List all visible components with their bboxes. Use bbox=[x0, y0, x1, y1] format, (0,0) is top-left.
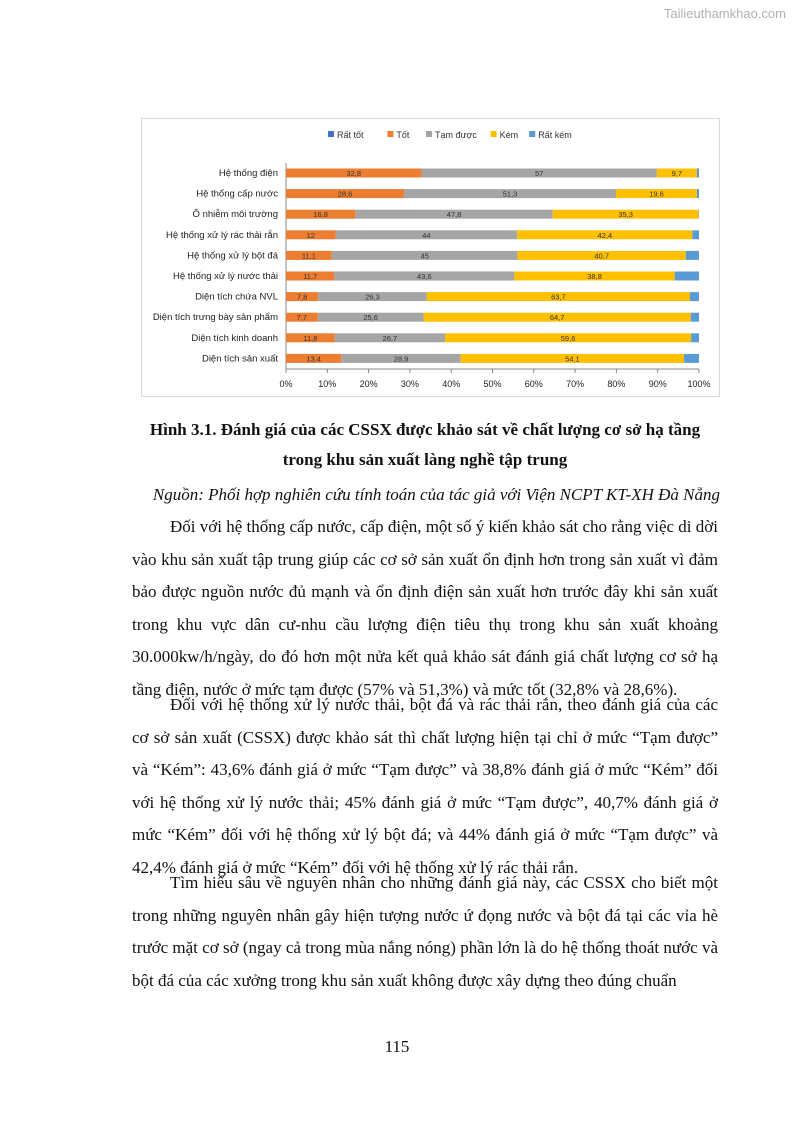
chart-svg bbox=[142, 119, 719, 396]
data-label-2-6: 26,3 bbox=[365, 292, 380, 302]
legend-swatch-1 bbox=[387, 131, 393, 137]
category-label-9: Diện tích sản xuất bbox=[201, 353, 278, 365]
data-label-3-5: 38,8 bbox=[587, 272, 602, 281]
legend-label-3: Kém bbox=[499, 130, 519, 140]
data-label-2-0: 57 bbox=[534, 169, 544, 178]
data-label-2-1: 51,3 bbox=[502, 189, 518, 199]
figure-caption bbox=[130, 415, 720, 475]
watermark: Tailieuthamkhao.com bbox=[663, 6, 786, 21]
data-label-3-0: 9,7 bbox=[671, 169, 683, 178]
figure-caption-line-1: Hình 3.1. Đánh giá của các CSSX được khảo sát về chất lượng cơ sở hạ tầng bbox=[149, 420, 701, 439]
legend-swatch-2 bbox=[426, 131, 432, 137]
body-paragraph: Đối với hệ thống xử lý nước thải, bột đá và rác thải rắn, theo đánh giá của các cơ sở sản xuất (CSSX) được khảo sát thì chất lượng hiện tại chỉ ở mức “Tạm được” và “Kém”: 43,6% đánh giá ở mức “Tạm được” và 38,8% đánh giá ở mức “Kém” đối với hệ thống xử lý nước thải; 45% đánh giá ở mức “Tạm được”, 40,7% đánh giá ở mức “Kém” đối với hệ thống xử lý bột đá; và 44% đánh giá ở mức “Tạm được” và 42,4% đánh giá ở mức “Kém” đối với hệ thống xử lý rác thải rắn. bbox=[132, 695, 718, 877]
data-label-2-3: 44 bbox=[422, 230, 431, 240]
data-label-2-9: 28,9 bbox=[393, 354, 409, 364]
data-label-3-6: 63,7 bbox=[551, 292, 566, 302]
data-label-2-5: 43,6 bbox=[417, 272, 432, 281]
data-label-1-6: 7,8 bbox=[296, 292, 308, 302]
x-tick-label-6: 60% bbox=[524, 379, 543, 389]
body-paragraph: Đối với hệ thống cấp nước, cấp điện, một số ý kiến khảo sát cho rằng việc di dời vào khu sản xuất tập trung giúp các cơ sở sản xuất ổn định hơn trong sản xuất vì đảm bảo được nguồn nước đủ mạnh và ổn định điện sản xuất hơn trước đây khi sản xuất trong khu vực dân cư-nhu cầu lượng điện tiêu thụ trong khu sản xuất khoảng 30.000kw/h/ngày, do đó hơn một nửa kết quả khảo sát đánh giá chất lượng cơ sở hạ tầng điện, nước ở mức tạm được (57% và 51,3%) và mức tốt (32,8% và 28,6%). bbox=[132, 517, 718, 699]
legend-label-0: Rất tốt bbox=[337, 130, 364, 140]
bar-segment-4-0 bbox=[697, 169, 699, 178]
x-tick-label-10: 100% bbox=[687, 379, 711, 389]
x-tick-label-5: 50% bbox=[483, 379, 502, 389]
data-label-1-1: 28,6 bbox=[337, 189, 353, 199]
data-label-1-0: 32,8 bbox=[346, 169, 362, 178]
x-tick-label-2: 20% bbox=[359, 379, 378, 389]
category-label-6: Diện tích chứa NVL bbox=[195, 291, 278, 303]
legend-label-4: Rất kém bbox=[538, 130, 572, 140]
legend-swatch-3 bbox=[491, 131, 497, 137]
data-label-1-5: 11,7 bbox=[303, 272, 318, 281]
x-tick-label-4: 40% bbox=[442, 379, 461, 389]
bar-segment-4-5 bbox=[675, 272, 699, 281]
category-label-7: Diện tích trưng bày sản phẩm bbox=[152, 312, 278, 324]
category-label-2: Ô nhiễm môi trường bbox=[192, 209, 278, 221]
figure-source: Nguồn: Phối hợp nghiên cứu tính toán của tác giả với Viện NCPT KT-XH Đà Nẵng bbox=[152, 485, 720, 504]
bar-segment-4-1 bbox=[697, 189, 699, 198]
legend-label-2: Tạm được bbox=[435, 130, 477, 140]
data-label-3-3: 42,4 bbox=[597, 230, 613, 240]
bar-segment-4-9 bbox=[684, 354, 699, 363]
data-label-1-8: 11,8 bbox=[303, 333, 318, 343]
x-tick-label-0: 0% bbox=[279, 379, 293, 389]
legend-label-1: Tốt bbox=[396, 130, 410, 140]
data-label-3-1: 19,6 bbox=[649, 189, 664, 199]
data-label-1-3: 12 bbox=[306, 230, 315, 240]
x-tick-label-1: 10% bbox=[318, 379, 337, 389]
body-paragraph: Tìm hiểu sâu về nguyên nhân cho những đánh giá này, các CSSX cho biết một trong những nguyên nhân gây hiện tượng nước ứ đọng nước và bột đá tại các vỉa hè trước mặt cơ sở (ngay cả trong mùa nắng nóng) phần lớn là do hệ thống thoát nước và bột đá của các xưởng trong khu sản xuất không được xây dựng theo đúng chuẩn bbox=[132, 873, 718, 990]
category-label-8: Diện tích kinh doanh bbox=[191, 332, 278, 344]
bar-segment-4-3 bbox=[692, 230, 699, 239]
bar-segment-4-7 bbox=[691, 313, 699, 322]
x-tick-label-9: 90% bbox=[648, 379, 667, 389]
data-label-2-2: 47,8 bbox=[446, 210, 462, 220]
data-label-1-9: 13,4 bbox=[306, 354, 321, 364]
bar-segment-4-6 bbox=[690, 292, 699, 301]
category-label-1: Hệ thống cấp nước bbox=[196, 188, 278, 200]
legend-swatch-4 bbox=[529, 131, 535, 137]
bar-segment-4-4 bbox=[686, 251, 699, 260]
category-label-0: Hệ thống điện bbox=[218, 168, 278, 179]
category-label-4: Hệ thống xử lý bột đá bbox=[187, 250, 278, 262]
category-label-5: Hệ thống xử lý nước thải bbox=[172, 271, 278, 282]
data-label-3-8: 59,6 bbox=[560, 333, 576, 343]
x-tick-label-3: 30% bbox=[400, 379, 419, 389]
bar-segment-4-8 bbox=[691, 333, 699, 342]
stacked-bar-chart bbox=[141, 118, 720, 397]
category-label-3: Hệ thống xử lý rác thải rắn bbox=[166, 229, 278, 241]
x-tick-label-7: 70% bbox=[566, 379, 585, 389]
data-label-3-7: 64,7 bbox=[549, 313, 565, 323]
figure-caption-line-2: trong khu sản xuất làng nghề tập trung bbox=[282, 450, 568, 469]
data-label-3-4: 40,7 bbox=[594, 251, 610, 261]
data-label-1-4: 11,1 bbox=[301, 251, 316, 261]
data-label-3-2: 35,3 bbox=[618, 210, 633, 220]
x-tick-label-8: 80% bbox=[607, 379, 626, 389]
legend-swatch-0 bbox=[328, 131, 334, 137]
data-label-1-7: 7,7 bbox=[296, 313, 308, 323]
data-label-2-7: 25,6 bbox=[363, 313, 378, 323]
data-label-2-8: 26,7 bbox=[382, 333, 398, 343]
page-number: 115 bbox=[384, 1037, 410, 1056]
data-label-2-4: 45 bbox=[420, 251, 429, 261]
data-label-3-9: 54,1 bbox=[565, 354, 580, 364]
data-label-1-2: 16,8 bbox=[313, 210, 328, 220]
